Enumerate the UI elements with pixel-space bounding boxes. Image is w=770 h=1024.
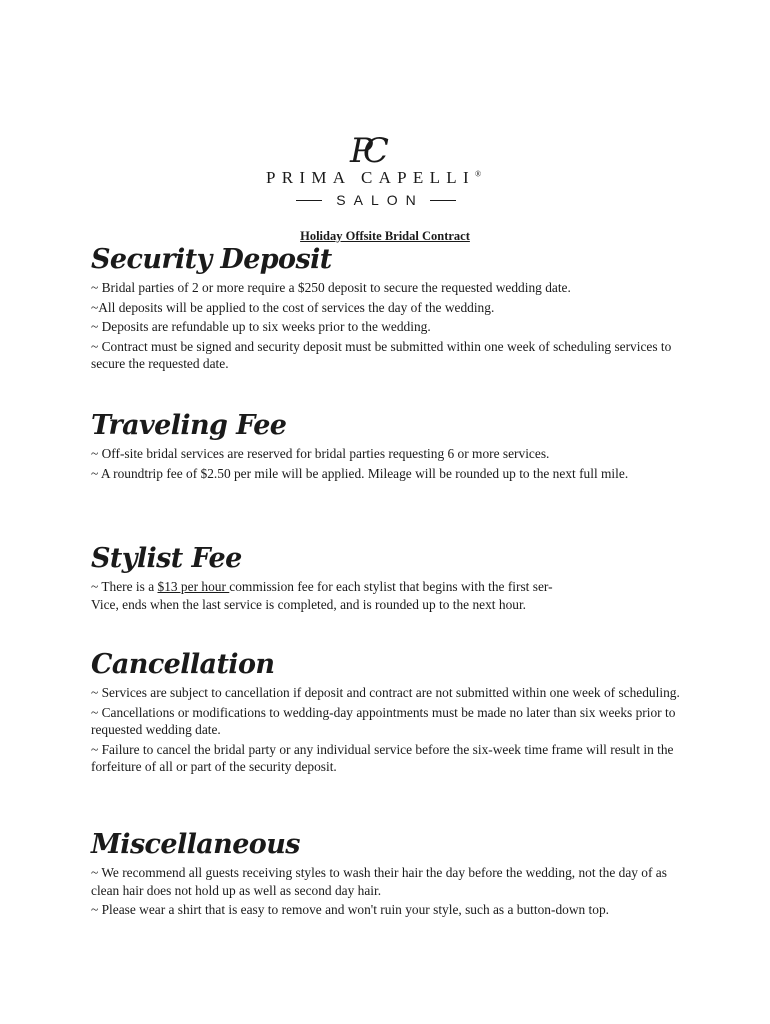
logo-monogram: PC	[350, 131, 379, 171]
logo-rule-right	[430, 200, 456, 201]
stylist-text-post: commission fee for each stylist that begins with the first ser-	[229, 579, 553, 594]
paragraph	[91, 578, 691, 613]
paragraph: ~ Off-site bridal services are reserved for bridal parties requesting 6 or more services.	[91, 446, 550, 461]
logo-brand-name	[266, 168, 481, 188]
section-heading: Miscellaneous	[91, 829, 300, 860]
paragraph: ~ Deposits are refundable up to six weeks prior to the wedding.	[91, 319, 431, 335]
section-cancellation	[91, 648, 691, 778]
section-miscellaneous	[91, 828, 691, 921]
paragraph: ~ Contract must be signed and security deposit must be submitted within one week of scheduling services to secure the requested date.	[91, 338, 672, 372]
paragraph: ~All deposits will be applied to the cost of services the day of the wedding.	[91, 299, 495, 315]
paragraph: ~ Cancellations or modifications to wedding-day appointments must be made no later than six weeks prior to requested wedding date.	[91, 704, 676, 738]
logo-subtitle-text: SALON	[336, 192, 424, 208]
section-heading: Security Deposit	[91, 244, 332, 275]
paragraph: ~ Services are subject to cancellation if deposit and contract are not submitted within one week of scheduling.	[91, 685, 680, 700]
document-title: Holiday Offsite Bridal Contract	[300, 229, 470, 243]
paragraph: ~ We recommend all guests receiving styles to wash their hair the day before the wedding, not the day of as clean hair does not hold up as well as second day hair.	[91, 865, 667, 898]
stylist-text-pre: ~ There is a	[91, 579, 158, 594]
logo-subtitle	[296, 190, 456, 210]
stylist-hourly-rate: $13 per hour	[157, 579, 230, 594]
section-stylist-fee	[91, 542, 691, 615]
stylist-text-line2: Vice, ends when the last service is completed, and is rounded up to the next hour.	[91, 596, 527, 612]
paragraph: ~ Please wear a shirt that is easy to remove and won't ruin your style, such as a button-down top.	[91, 902, 610, 918]
paragraph: ~ Bridal parties of 2 or more require a $250 deposit to secure the requested wedding date.	[91, 280, 571, 295]
registered-mark: ®	[474, 169, 482, 179]
logo-rule-left	[296, 200, 322, 201]
paragraph: ~ Failure to cancel the bridal party or any individual service before the six-week time frame will result in the forfeiture of all or part of the security deposit.	[91, 741, 674, 775]
section-traveling-fee	[91, 409, 691, 484]
section-heading: Cancellation	[91, 649, 275, 680]
section-heading: Stylist Fee	[91, 543, 242, 574]
paragraph: ~ A roundtrip fee of $2.50 per mile will be applied. Mileage will be rounded up to the next full mile.	[91, 465, 629, 481]
logo-brand-text: PRIMA CAPELLI	[266, 168, 475, 187]
salon-logo	[0, 130, 770, 212]
section-security-deposit	[91, 243, 691, 375]
section-heading: Traveling Fee	[91, 410, 287, 441]
